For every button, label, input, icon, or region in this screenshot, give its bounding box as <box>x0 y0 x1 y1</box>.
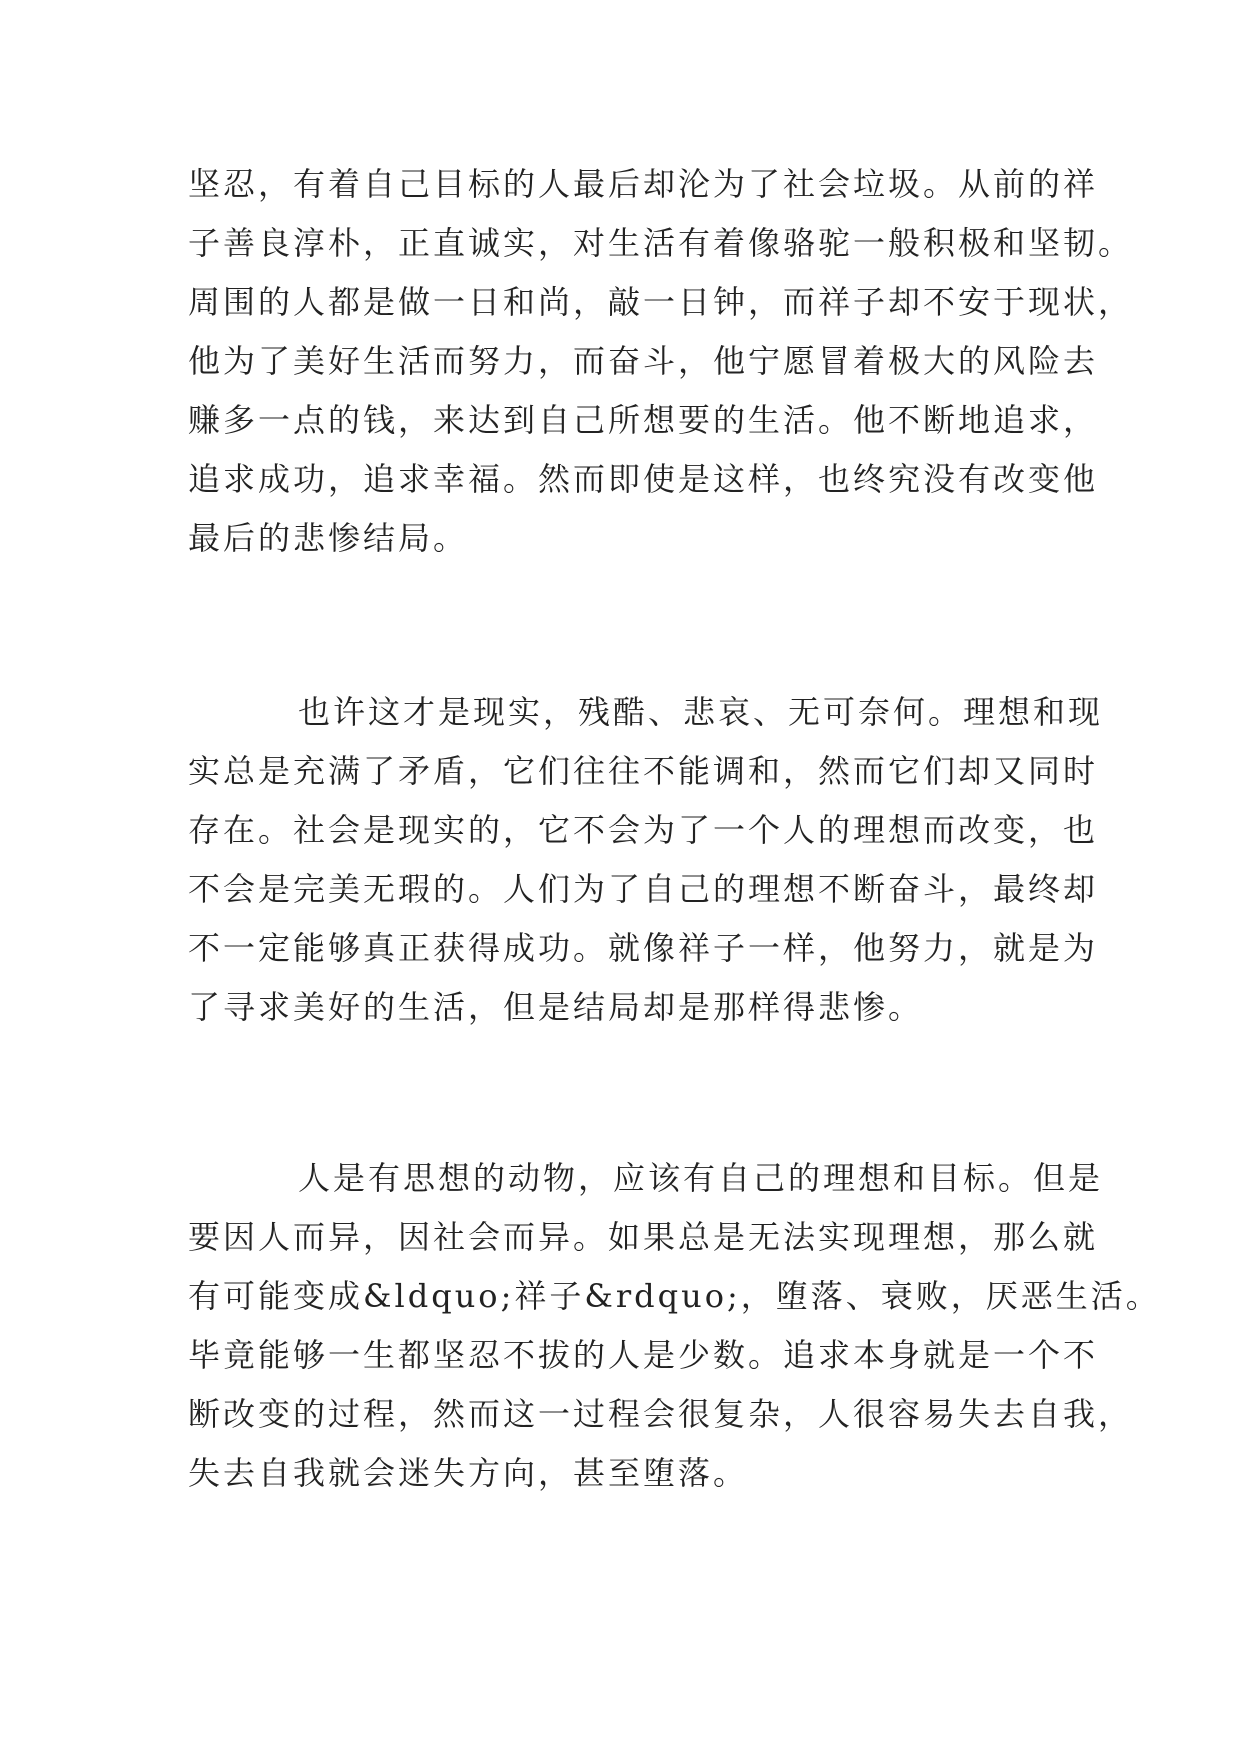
text-line: 有可能变成&ldquo;祥子&rdquo;，堕落、衰败，厌恶生活。 <box>188 1277 1161 1315</box>
text-line: 追求成功，追求幸福。然而即使是这样，也终究没有改变他 <box>188 460 1099 498</box>
paragraph-3 <box>188 1149 1161 1503</box>
paragraph-2 <box>188 683 1104 1037</box>
text-line: 不会是完美无瑕的。人们为了自己的理想不断奋斗，最终却 <box>188 870 1099 908</box>
text-line: 了寻求美好的生活，但是结局却是那样得悲惨。 <box>188 988 924 1026</box>
text-line: 最后的悲惨结局。 <box>188 519 469 557</box>
text-line: 赚多一点的钱，来达到自己所想要的生活。他不断地追求， <box>188 401 1099 439</box>
text-line: 不一定能够真正获得成功。就像祥子一样，他努力，就是为 <box>188 929 1099 967</box>
text-line: 子善良淳朴，正直诚实，对生活有着像骆驼一般积极和坚韧。 <box>188 224 1134 262</box>
paragraph-1 <box>188 155 1134 568</box>
text-line: 实总是充满了矛盾，它们往往不能调和，然而它们却又同时 <box>188 752 1099 790</box>
text-line: 毕竟能够一生都坚忍不拔的人是少数。追求本身就是一个不 <box>188 1336 1099 1374</box>
text-line: 存在。社会是现实的，它不会为了一个人的理想而改变，也 <box>188 811 1099 849</box>
text-line: 他为了美好生活而努力，而奋斗，他宁愿冒着极大的风险去 <box>188 342 1099 380</box>
text-line: 坚忍，有着自己目标的人最后却沦为了社会垃圾。从前的祥 <box>188 165 1099 203</box>
text-line: 失去自我就会迷失方向，甚至堕落。 <box>188 1454 749 1492</box>
text-line-first: 人是有思想的动物，应该有自己的理想和目标。但是 <box>298 1159 1104 1197</box>
text-line: 要因人而异，因社会而异。如果总是无法实现理想，那么就 <box>188 1218 1099 1256</box>
text-line: 周围的人都是做一日和尚，敲一日钟，而祥子却不安于现状， <box>188 283 1134 321</box>
text-line-first: 也许这才是现实，残酷、悲哀、无可奈何。理想和现 <box>298 693 1104 731</box>
text-line: 断改变的过程，然而这一过程会很复杂，人很容易失去自我， <box>188 1395 1134 1433</box>
